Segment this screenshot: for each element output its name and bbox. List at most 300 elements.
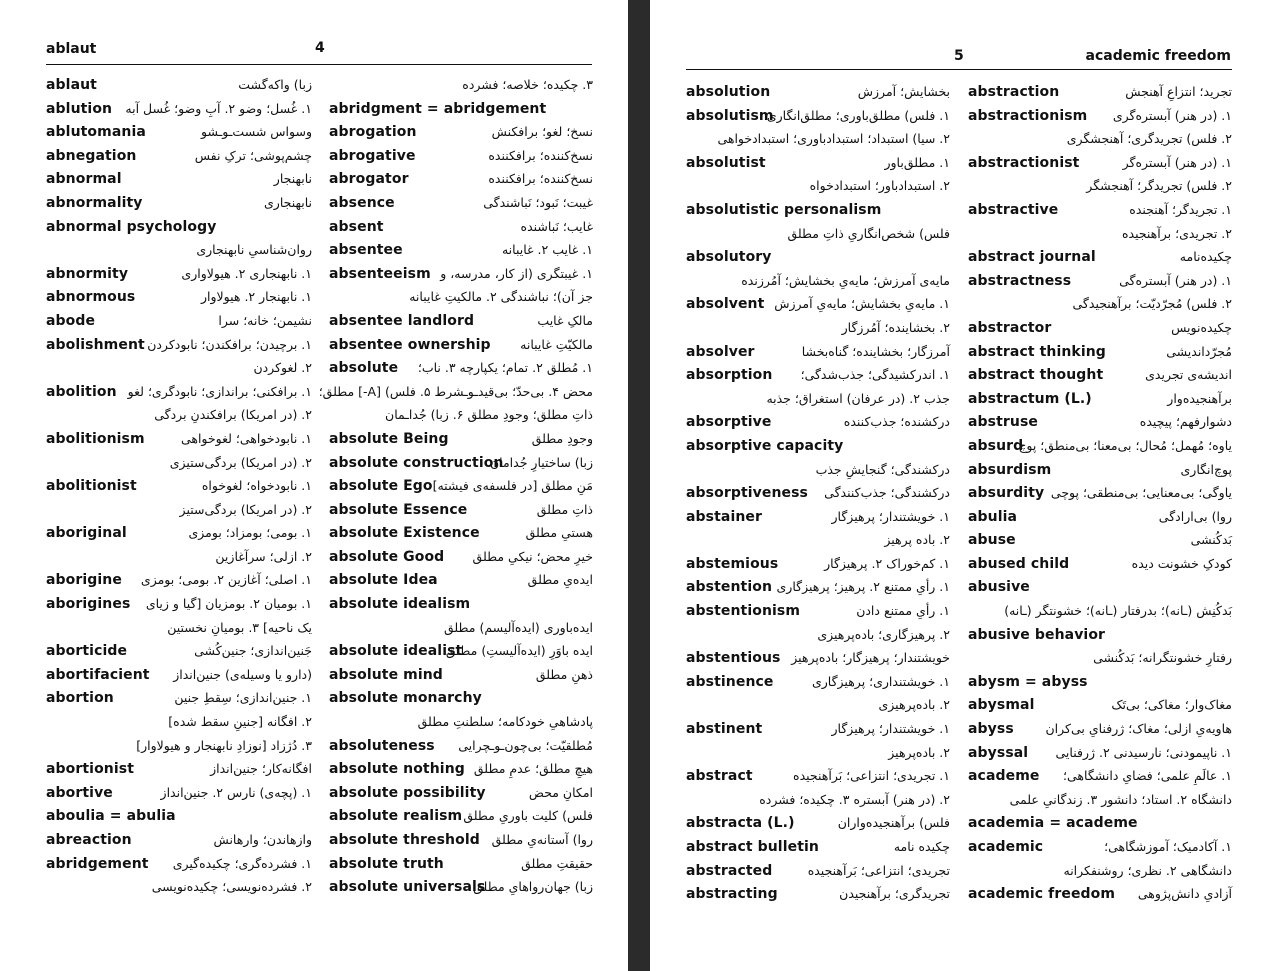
headword: abortifacient [46,666,150,683]
persian-definition: هاویه‌یِ ازلی؛ مغاک؛ ژرفنایِ بی‌کران [1045,721,1232,737]
dictionary-entry [46,594,312,618]
headword: abortion [46,690,114,707]
dictionary-entry [686,412,950,436]
persian-definition: ۱. نابودخواهی؛ لغوخواهی [180,430,312,446]
dictionary-entry [329,75,593,99]
dictionary-entry [686,813,950,837]
headword: absorptive capacity [686,437,844,454]
headword: absolute idealist [329,643,463,660]
dictionary-entry [968,294,1232,318]
headword: abstractum (L.) [968,390,1092,407]
dictionary-entry [46,75,312,99]
persian-definition: ۱. رأیِ ممتنع ۲. پرهیز؛ پرهیزگاری [776,579,950,595]
headword: absolute Good [329,548,445,565]
persian-definition: ۱. (در هنر) آبستره‌گی [1119,272,1232,288]
persian-definition: ۱. اندرکشیدگی؛ جذب‌شدگی؛ [800,367,950,383]
dictionary-entry [686,294,950,318]
dictionary-entry [686,106,950,130]
dictionary-entry [329,405,593,429]
dictionary-entry [968,577,1232,601]
persian-definition: ۱. نابهنجار ۲. هیولاوار [200,289,312,305]
headword: abstractive [968,201,1059,218]
headword: abstract thought [968,367,1104,384]
persian-definition: ۱. غیبتگری (از کار، مدرسه، و [440,265,593,281]
dictionary-entry [968,153,1232,177]
dictionary-entry [686,648,950,672]
persian-definition: مالکِ غایب [537,312,593,328]
dictionary-entry [46,264,312,288]
persian-definition: چکیده نامه [893,839,950,854]
headword: academic [968,839,1044,855]
dictionary-entry [329,500,593,524]
headword: abstruse [968,414,1038,431]
headword: aborigine [46,572,122,589]
persian-definition: یک ناحیه] ۳. بومیانِ نخستین [167,619,312,635]
dictionary-entry [968,672,1232,696]
persian-definition: جذب ۲. (در عرفان) استغراق؛ جذبه [766,390,950,406]
persian-definition: ۱. خویشتنداری؛ پرهیزگاری [811,673,950,689]
dictionary-entry [686,601,950,625]
dictionary-entry [686,247,950,271]
dictionary-entry [686,436,950,460]
dictionary-entry [968,601,1232,625]
dictionary-entry [46,759,312,783]
persian-definition: ۱. برافکنی؛ براندازی؛ نابودگری؛ لغو [127,383,312,399]
persian-definition: (دارو یا وسیله‌ی) جنین‌انداز [173,666,312,682]
dictionary-entry [968,389,1232,413]
persian-definition: مُطلقیّت؛ بی‌چون‌ـو‌ـچرایی [458,737,593,753]
dictionary-entry [968,224,1232,248]
headword: abnormal [46,171,122,188]
persian-definition: ۱. مایه‌یِ بخشایش؛ مایه‌یِ آمرزش [774,296,950,312]
right-header-rule [686,69,1232,70]
headword: abstractionism [968,107,1088,124]
headword: absentee [329,242,403,259]
dictionary-entry [329,688,593,712]
persian-definition: نسخ‌کننده؛ برافکننده [488,171,593,187]
headword: absence [329,194,395,211]
persian-definition: پوچ‌انگاری [1180,461,1232,477]
dictionary-entry [686,695,950,719]
headword: absolutist [686,154,766,171]
dictionary-entry [968,176,1232,200]
persian-definition: نسخ‌کننده؛ برافکننده [488,147,593,163]
persian-definition: ۲. ازلی؛ سرآغازین [215,548,312,564]
persian-definition: تجریدگری؛ برآهنجیدن [839,886,950,902]
dictionary-entry [329,476,593,500]
persian-definition: نابهنجاری [264,194,312,210]
headword: absolute possibility [329,784,486,801]
headword: abstract [686,768,753,785]
dictionary-entry [686,271,950,295]
dictionary-entry [686,766,950,790]
dictionary-entry [686,483,950,507]
persian-definition: ۱. عالَمِ علمی؛ فضایِ دانشگاهی؛ [1063,768,1232,784]
headword: aborigines [46,596,131,613]
headword: academe [968,768,1040,785]
dictionary-entry [46,240,312,264]
headword: abstinent [686,721,763,738]
dictionary-entry [329,311,593,335]
headword: aboriginal [46,525,127,542]
persian-definition: ۳. دُژزاد [نوزادِ نابهنجار و هیولاوار] [136,737,312,753]
headword: absenteeism [329,265,431,282]
headword: abstemious [686,555,779,572]
dictionary-entry [968,318,1232,342]
persian-definition: ۲. (در هنر) آبستره ۳. چکیده؛ فشرده [759,791,950,807]
dictionary-entry [329,453,593,477]
dictionary-entry [46,783,312,807]
persian-definition: ۲. فلس) تجریدگر؛ آهنجشگر [1086,178,1232,194]
dictionary-entry [686,884,950,908]
dictionary-entry [968,436,1232,460]
persian-definition: ۱. (در هنر) آبستره‌گر [1122,154,1232,170]
dictionary-entry [686,460,950,484]
headword: abstinence [686,673,774,690]
persian-definition: روان‌شناسیِ نابهنجاری [196,242,312,258]
headword: abstentionism [686,603,801,620]
persian-definition: ۲. باده‌پرهیز [888,744,950,760]
persian-definition: ۲. سیا) استبداد؛ استبدادباوری؛ استبدادخواهی [717,131,950,147]
dictionary-entry [329,759,593,783]
dictionary-entry [46,122,312,146]
persian-definition: درکشنده؛ جذب‌کننده [843,414,950,430]
headword: abstract bulletin [686,839,819,855]
persian-definition: کودکِ خشونت دیده [1131,555,1232,571]
headword: absolute universals [329,879,486,896]
dictionary-entry [329,264,593,288]
dictionary-entry [686,719,950,743]
headword: abstraction [968,84,1060,100]
dictionary-entry [46,335,312,359]
dictionary-entry [329,665,593,689]
dictionary-entry [329,806,593,830]
persian-definition: چکیده‌نویس [1171,319,1232,335]
persian-definition: ۱. ناپیمودنی؛ نارسیدنی ۲. ژرفنایی [1055,744,1232,760]
right-page [650,0,1284,971]
persian-definition: فلس) شخص‌انگاریِ ذاتِ مطلق [787,225,950,241]
dictionary-entry [329,146,593,170]
dictionary-entry [329,641,593,665]
persian-definition: ۱. بومیان ۲. بومزیان [گیا و زیای [145,596,312,612]
dictionary-entry [46,146,312,170]
dictionary-entry [46,877,312,901]
persian-definition: ۲. استبدادباور؛ استبدادخواه [809,178,950,194]
persian-definition: ۲. پرهیزگاری؛ باده‌پرهیزی [817,626,950,642]
headword: abulia [968,508,1018,525]
dictionary-entry [329,287,593,311]
persian-definition: ۲. فلس) مُجرّدیّت؛ برآهنجیدگی [1072,296,1232,312]
dictionary-entry [968,790,1232,814]
headword: abstracting [686,886,778,903]
dictionary-entry [329,122,593,146]
dictionary-entry [686,200,950,224]
persian-definition: ۲. لغوکردن [253,360,312,376]
persian-definition: ۱. آکادمیک؛ آموزشگاهی؛ [1104,839,1232,854]
dictionary-entry [46,217,312,241]
dictionary-entry [968,743,1232,767]
headword: abolition [46,383,117,400]
persian-definition: نسخ؛ لغو؛ برافکنش [491,124,593,140]
headword: abnormality [46,194,143,211]
dictionary-entry [968,106,1232,130]
persian-definition: دانشگاه ۲. استاد؛ دانشور ۳. زندگانیِ علمی [1009,791,1232,807]
headword: absurd [968,437,1024,454]
right-header-guideword: academic freedom [1085,48,1231,64]
persian-definition: ۳. چکیده؛ خلاصه؛ فشرده [462,77,593,92]
persian-definition: مُجرّداندیشی [1166,343,1232,359]
persian-definition: ۱. غایب ۲. غایبانه [501,242,593,258]
persian-definition: تجرید؛ انتزاعِ آهنجش [1125,84,1232,99]
persian-definition: بخشایش؛ آمرزش [857,84,950,99]
dictionary-entry [968,719,1232,743]
persian-definition: ۲. فلس) تجریدگری؛ آهنجشگری [1066,131,1232,147]
left-header-guideword: ablaut [46,41,97,57]
headword: absentee ownership [329,336,491,353]
headword: absolutistic personalism [686,201,882,218]
headword: abusive [968,579,1030,596]
headword: absolute mind [329,666,443,683]
persian-definition: مالکیّتِ غایبانه [520,336,593,352]
headword: abnegation [46,147,137,164]
headword: abstract journal [968,249,1096,266]
dictionary-entry [968,507,1232,531]
dictionary-entry [329,712,593,736]
headword: abnormity [46,265,129,282]
headword: abolitionism [46,430,145,447]
headword: absurdism [968,461,1052,478]
headword: absolute Essence [329,501,468,518]
dictionary-entry [968,884,1232,908]
dictionary-entry [329,240,593,264]
headword: abstracted [686,862,773,879]
dictionary-entry [329,618,593,642]
dictionary-entry [46,382,312,406]
dictionary-entry [968,412,1232,436]
dictionary-entry [686,318,950,342]
dictionary-entry [686,790,950,814]
dictionary-entry [329,335,593,359]
dictionary-entry [329,429,593,453]
headword: absolute Existence [329,525,480,542]
dictionary-entry [46,99,312,123]
headword: abolishment [46,336,145,353]
dictionary-entry [968,648,1232,672]
book-gutter [628,0,650,971]
headword: absent [329,218,384,235]
persian-definition: درکشندگی؛ گنجایشِ جذب [815,461,950,477]
persian-definition: ۱. نابهنجاری ۲. هیولاواری [181,265,312,281]
headword: abreaction [46,832,132,848]
dictionary-entry [329,594,593,618]
persian-definition: افگانه‌کار؛ جنین‌انداز [210,761,312,777]
headword: aboulia = abulia [46,808,176,825]
dictionary-entry [46,570,312,594]
dictionary-entry [968,342,1232,366]
dictionary-entry [968,837,1232,861]
headword: abstractor [968,319,1052,336]
dictionary-entry [329,830,593,854]
headword: academic freedom [968,886,1116,903]
headword: absorption [686,367,773,384]
persian-definition: ۱. غُسل؛ وضو ۲. آبِ وضو؛ غُسل آبه [125,100,312,116]
persian-definition: ۲. (در امریکا) برافکندنِ بردگی [154,407,312,423]
headword: abstracta (L.) [686,815,795,832]
persian-definition: جز آن)؛ نباشندگی ۲. مالکیتِ غایبانه [409,289,593,305]
persian-definition: ۱. تجریدگر؛ آهنجنده [1129,201,1232,217]
dictionary-entry [686,153,950,177]
headword: abrogation [329,124,417,141]
dictionary-entry [46,169,312,193]
headword: academia = academe [968,815,1138,832]
persian-definition: پادشاهیِ خودکامه؛ سلطنتِ مطلق [417,714,593,730]
headword: abstractionist [968,154,1080,171]
left-column-2 [318,75,593,901]
dictionary-entry [329,99,593,123]
headword: abrogator [329,171,409,188]
headword: abrogative [329,147,416,164]
dictionary-entry [968,554,1232,578]
dictionary-entry [968,625,1232,649]
headword: ablaut [46,77,97,93]
headword: abortionist [46,761,134,778]
persian-definition: زبا) ساختیارِ جُدامان [490,454,593,470]
dictionary-entry [686,82,950,106]
dictionary-entry [46,429,312,453]
persian-definition: ۱. نابودخواه؛ لغوخواه [201,478,312,494]
persian-definition: اندیشه‌ی تجریدی [1145,367,1232,383]
dictionary-entry [46,405,312,429]
persian-definition: یاوگی؛ بی‌معنایی؛ بی‌منطقی؛ پوچی [1050,485,1232,501]
persian-definition: ۱. کم‌خوراک ۲. پرهیزگار [824,555,950,571]
headword: absolver [686,343,755,360]
left-column-1 [46,75,312,901]
headword: abortive [46,784,113,801]
dictionary-entry [46,618,312,642]
persian-definition: غیبت؛ نَبود؛ نَباشندگی [483,194,593,210]
headword: absolute construction [329,454,504,471]
persian-definition: ۲. باده‌پرهیزی [878,697,950,713]
persian-definition: محض ۴. بی‌حدّ؛ بی‌قید‌ـو‌ـشرط ۵. فلس) [A-] مطلق؛ [318,383,593,399]
persian-definition: چشم‌پوشی؛ ترکِ نفس [194,147,312,163]
headword: absorptiveness [686,485,808,502]
left-page [0,0,628,971]
headword: absolvent [686,296,765,313]
persian-definition: ایده‌باوری (ایده‌آلیسم) مطلق [443,619,593,635]
dictionary-entry [686,224,950,248]
persian-definition: رفتارِ خشونتگرانه؛ بَدکُنشی [1093,650,1232,666]
persian-definition: بَدکُنشی [1190,532,1232,548]
dictionary-entry [968,530,1232,554]
dictionary-entry [686,743,950,767]
dictionary-entry [686,577,950,601]
dictionary-entry [686,861,950,885]
headword: absolute Being [329,430,449,447]
persian-definition: هستیِ مطلق [525,525,593,541]
dictionary-entry [46,854,312,878]
persian-definition: روا) آستانه‌یِ مطلق [491,832,593,847]
headword: aborticide [46,643,128,660]
persian-definition: تجریدی؛ انتزاعی؛ بَرآهنجیده [807,862,950,878]
dictionary-entry [46,641,312,665]
headword: absolute Idea [329,572,438,589]
headword: abnormous [46,289,136,306]
persian-definition: آمرزگار؛ بخشاینده؛ گناه‌بخشا [801,343,950,359]
persian-definition: آزادیِ دانش‌پژوهی [1137,886,1232,902]
persian-definition: ۱. جنین‌اندازی؛ سِقطِ جنین [174,690,312,706]
persian-definition: دانشگاهی ۲. نظری؛ روشنفکرانه [1063,862,1232,878]
persian-definition: چکیده‌نامه [1179,249,1232,265]
dictionary-entry [968,82,1232,106]
persian-definition: ذاتِ مطلق؛ وجودِ مطلق ۶. زبا) جُدا‌ـمان [385,407,593,423]
persian-definition: ۲. تجریدی؛ برآهنجیده [1121,225,1232,241]
dictionary-entry [46,311,312,335]
headword: absorptive [686,414,772,431]
persian-definition: فلس) برآهنجیده‌واران [837,815,950,831]
headword: abstentious [686,650,781,667]
headword: abusive behavior [968,626,1106,643]
headword: abstractness [968,272,1072,289]
persian-definition: ۱. فلس) مطلق‌باوری؛ مطلق‌انگاری [766,107,950,123]
persian-definition: نابهنجار [273,171,312,187]
dictionary-entry [329,193,593,217]
persian-definition: ۱. بومی؛ بومزاد؛ بومزی [188,525,312,541]
headword: absoluteness [329,737,435,754]
dictionary-entry [46,476,312,500]
persian-definition: مَنِ مطلق [در فلسفه‌ی فیشته] [432,478,593,494]
dictionary-entry [329,736,593,760]
persian-definition: ۲. فشرده‌نویسی؛ چکیده‌نویسی [151,879,312,895]
dictionary-entry [968,129,1232,153]
persian-definition: ۱. مطلق‌باور [884,154,950,170]
persian-definition: وجودِ مطلق [531,430,593,446]
dictionary-entry [46,688,312,712]
dictionary-entry [686,837,950,861]
dictionary-entry [318,382,593,406]
dictionary-entry [686,507,950,531]
headword: abused child [968,555,1070,572]
headword: absolutory [686,249,772,266]
headword: abstention [686,579,773,596]
persian-definition: ۱. خویشتندار؛ پرهیزگار [831,508,950,524]
dictionary-entry [968,365,1232,389]
headword: abolitionist [46,478,137,495]
persian-definition: دشوارفهم؛ پیچیده [1139,414,1232,430]
persian-definition: ۲. (در امریکا) بردگی‌ستیزی [169,454,312,470]
persian-definition: ۱. فشرده‌گری؛ چکیده‌گیری [172,855,312,871]
headword: ablution [46,100,113,117]
dictionary-entry [46,358,312,382]
persian-definition: نشیمن؛ خانه؛ سرا [218,312,312,328]
dictionary-entry [968,813,1232,837]
persian-definition: ۱. تجریدی؛ انتزاعی؛ بَرآهنجیده [793,768,950,784]
dictionary-entry [968,460,1232,484]
persian-definition: ۱. اصلی؛ آغازین ۲. بومی؛ بومزی [140,572,312,588]
dictionary-entry [686,389,950,413]
headword: abyssal [968,744,1029,761]
dictionary-entry [46,665,312,689]
dictionary-entry [329,523,593,547]
persian-definition: وازهاندن؛ وارهانش [213,832,312,847]
dictionary-entry [329,877,593,901]
headword: abridgement [46,855,149,872]
persian-definition: حقیقتِ مطلق [521,855,593,871]
headword: abode [46,312,96,329]
dictionary-entry [686,554,950,578]
dictionary-entry [46,523,312,547]
persian-definition: ۱. (پچه‌ی) نارس ۲. جنین‌انداز [160,784,312,800]
dictionary-entry [329,169,593,193]
